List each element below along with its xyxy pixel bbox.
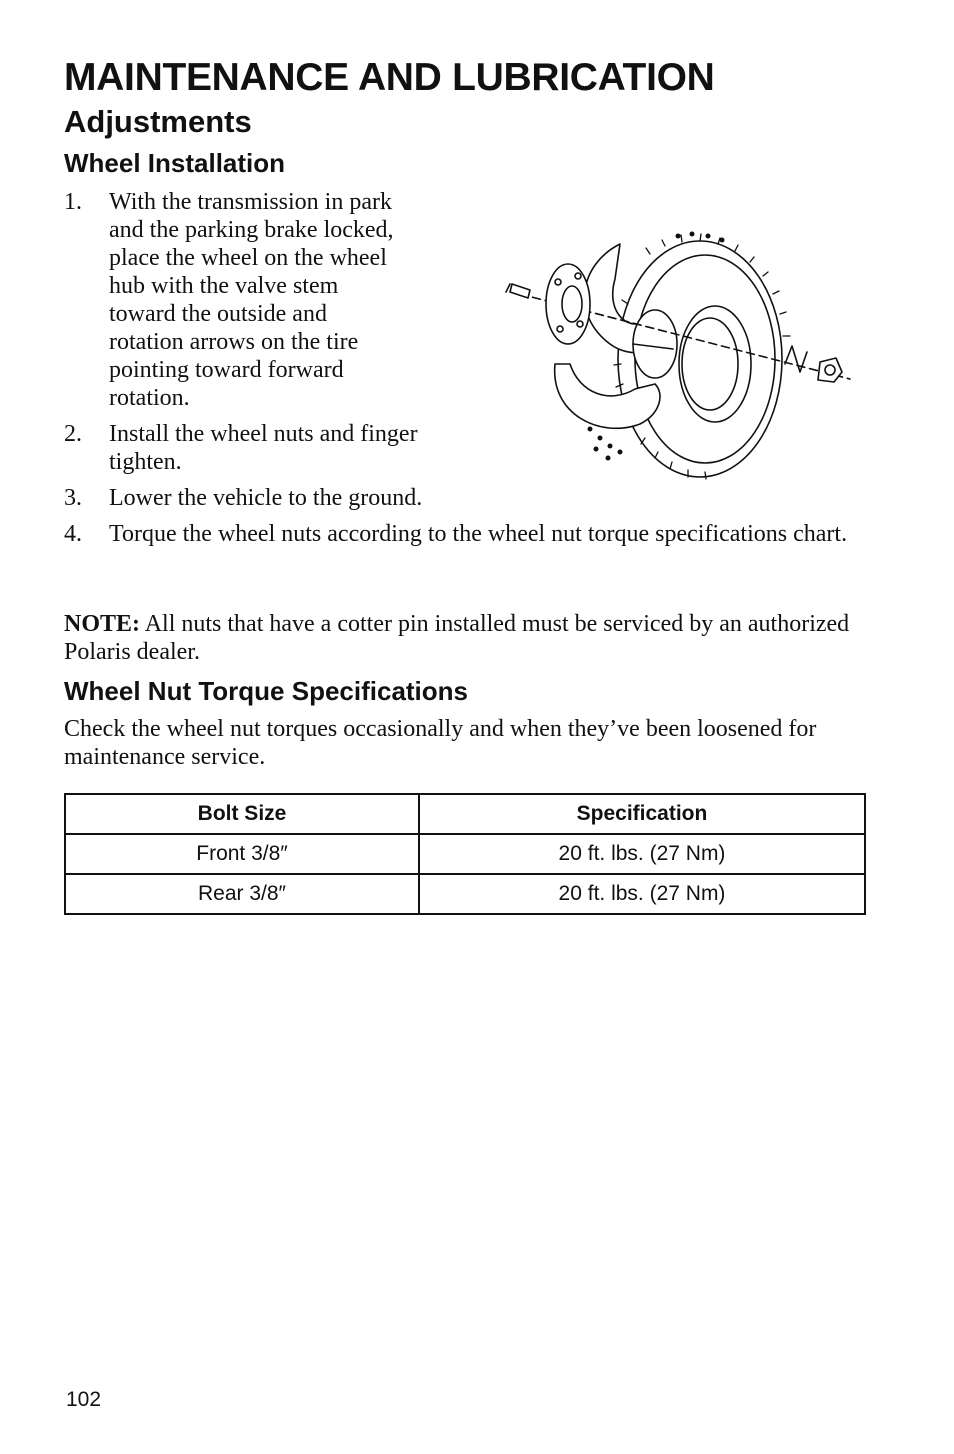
table-header-row — [65, 794, 865, 834]
table-cell: 20 ft. lbs. (27 Nm) — [419, 834, 865, 874]
step-item — [64, 520, 864, 548]
table-cell: 20 ft. lbs. (27 Nm) — [419, 874, 865, 914]
note-label: NOTE: — [64, 611, 141, 637]
step-item — [64, 484, 864, 512]
step-text: With the transmission in park and the parking brake locked, place the wheel on the wheel hub with the valve stem toward the outside and rotation arrows on the tire pointing toward forward rotation. — [109, 189, 394, 411]
wheel-hub-illustration — [500, 224, 860, 486]
column-header: Specification — [419, 794, 865, 834]
torque-intro: Check the wheel nut torques occasionally and when they’ve been loosened for maintenance service. — [64, 716, 817, 770]
page-number: 102 — [66, 1388, 102, 1411]
wheel-installation-heading: Wheel Installation — [64, 148, 286, 178]
table-row — [65, 874, 865, 914]
table-cell: Front 3/8″ — [65, 834, 419, 874]
step-text: Install the wheel nuts and finger tighten. — [109, 421, 418, 475]
note-text: All nuts that have a cotter pin installed must be serviced by an authorized Polaris dealer. — [64, 611, 850, 665]
step-text: Lower the vehicle to the ground. — [109, 485, 423, 511]
step-number: 3. — [64, 485, 82, 511]
table-row — [65, 834, 865, 874]
step-number: 4. — [64, 521, 82, 547]
chapter-title: MAINTENANCE AND LUBRICATION — [64, 56, 715, 99]
column-header: Bolt Size — [65, 794, 419, 834]
torque-specs-heading: Wheel Nut Torque Specifications — [64, 676, 469, 706]
step-number: 2. — [64, 421, 82, 447]
step-number: 1. — [64, 189, 82, 215]
step-text: Torque the wheel nuts according to the wheel nut torque specifications chart. — [109, 521, 848, 547]
table-cell: Rear 3/8″ — [65, 874, 419, 914]
torque-table — [64, 793, 866, 915]
note-paragraph — [64, 610, 884, 666]
section-title: Adjustments — [64, 104, 252, 139]
